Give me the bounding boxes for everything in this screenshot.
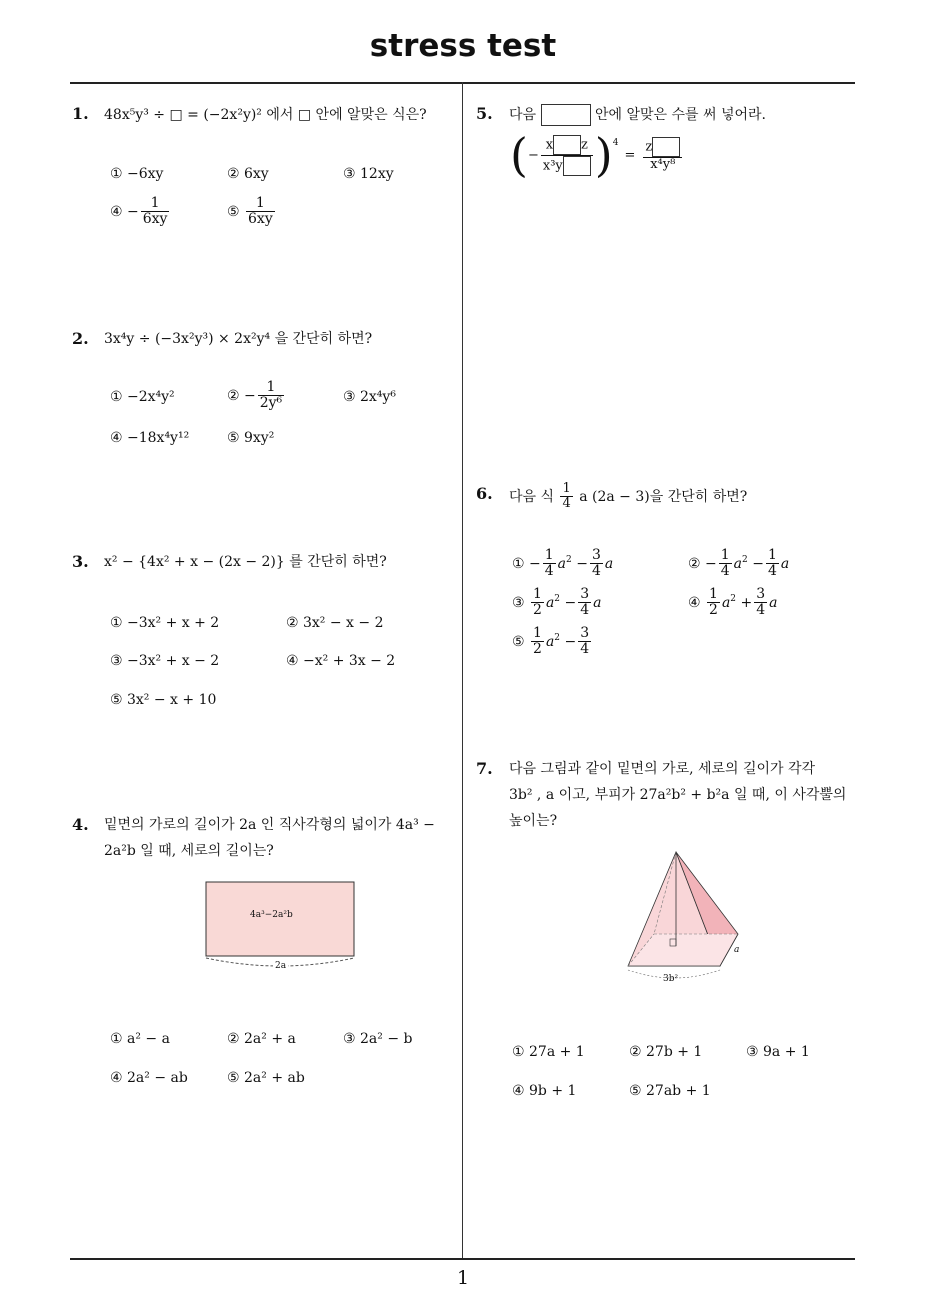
option-5[interactable]: ⑤ $\frac{1}{6xy}$ [227, 195, 273, 228]
option-4[interactable]: ④ 2a² − ab [110, 1070, 188, 1086]
pyramid-base-label: 3b² [663, 974, 679, 984]
option-2[interactable]: ② 3x² − x − 2 [286, 615, 384, 631]
option-5[interactable]: ⑤ 3x² − x + 10 [110, 692, 217, 708]
option-4[interactable]: ④ 9b + 1 [512, 1083, 577, 1099]
question-text-line3: 높이는? [509, 813, 558, 829]
question-number: 7. [476, 759, 493, 778]
answer-box[interactable] [553, 135, 581, 155]
option-3[interactable]: ③ 2a² − b [343, 1031, 413, 1047]
page-title: stress test [369, 28, 557, 64]
pyramid-figure [620, 846, 750, 991]
option-4[interactable]: ④ −x² + 3x − 2 [286, 653, 396, 669]
option-5[interactable]: ⑤ $\frac{1}{2}$ $a^2$ − $\frac{3}{4}$ [512, 625, 590, 658]
option-2[interactable]: ② 27b + 1 [629, 1044, 703, 1060]
option-2[interactable]: ② 2a² + a [227, 1031, 296, 1047]
option-2[interactable]: ② − $\frac{1}{\text{2y⁶}}$ [227, 379, 283, 412]
option-1[interactable]: ① − $\frac{1}{4}$ $a^2$ − $\frac{3}{4}$ a [512, 547, 614, 580]
option-1[interactable]: ① −3x² + x + 2 [110, 615, 220, 631]
answer-box[interactable] [563, 156, 591, 176]
option-3[interactable]: ③ $\frac{1}{2}$ $a^2$ − $\frac{3}{4}$ a [512, 586, 602, 619]
option-5[interactable]: ⑤ 27ab + 1 [629, 1083, 711, 1099]
question-text: 다음 식 $\frac{1}{4}$ a (2a − 3)을 간단히 하면? [509, 481, 748, 512]
question-text-line1: 밑면의 가로의 길이가 2a 인 직사각형의 넓이가 4a³ − [104, 817, 435, 833]
option-3[interactable]: ③ 2x⁴y⁶ [343, 389, 396, 405]
page-number: 1 [456, 1267, 470, 1289]
option-2[interactable]: ② 6xy [227, 166, 269, 182]
question-text: 48x⁵y³ ÷ □ = (−2x²y)² 에서 □ 안에 알맞은 식은? [104, 107, 427, 123]
question-text: x² − {4x² + x − (2x − 2)} 를 간단히 하면? [104, 554, 387, 570]
bottom-rule [70, 1258, 855, 1260]
option-5[interactable]: ⑤ 9xy² [227, 430, 275, 446]
question-number: 3. [72, 552, 89, 571]
option-2[interactable]: ② − $\frac{1}{4}$ $a^2$ − $\frac{1}{4}$ a [688, 547, 790, 580]
option-1[interactable]: ① −2x⁴y² [110, 389, 175, 405]
option-3[interactable]: ③ −3x² + x − 2 [110, 653, 220, 669]
question-text: 3x⁴y ÷ (−3x²y³) × 2x²y⁴ 을 간단히 하면? [104, 331, 373, 347]
option-4[interactable]: ④ − $\frac{1}{6xy}$ [110, 195, 168, 228]
question-number: 6. [476, 484, 493, 503]
option-3[interactable]: ③ 12xy [343, 166, 394, 182]
column-divider [462, 82, 463, 1259]
rectangle-area-label: 4a³−2a²b [250, 910, 293, 920]
option-4[interactable]: ④ −18x⁴y¹² [110, 430, 190, 446]
question-text-line1: 다음 그림과 같이 밑면의 가로, 세로의 길이가 각각 [509, 761, 816, 777]
option-5[interactable]: ⑤ 2a² + ab [227, 1070, 305, 1086]
option-4[interactable]: ④ $\frac{1}{2}$ $a^2$ + $\frac{3}{4}$ a [688, 586, 778, 619]
question-text-line2: 3b² , a 이고, 부피가 27a²b² + b²a 일 때, 이 사각뿔의 [509, 787, 847, 803]
question-number: 2. [72, 329, 89, 348]
rectangle-width-label: 2a [275, 961, 287, 971]
question-number: 1. [72, 104, 89, 123]
pyramid-side-label: a [734, 945, 740, 955]
question-text: 다음 안에 알맞은 수를 써 넣어라. [509, 102, 766, 128]
question-number: 5. [476, 104, 493, 123]
equation: ( − $\frac{\text{x z}}{\text{x³y}}$ ) 4 = $\frac{z}{\text{x⁴y⁸}}$ [510, 132, 684, 178]
option-3[interactable]: ③ 9a + 1 [746, 1044, 810, 1060]
question-number: 4. [72, 815, 89, 834]
question-text-line2: 2a²b 일 때, 세로의 길이는? [104, 843, 274, 859]
answer-box[interactable] [541, 104, 591, 126]
option-1[interactable]: ① a² − a [110, 1031, 170, 1047]
answer-box[interactable] [652, 137, 680, 157]
option-1[interactable]: ① −6xy [110, 166, 164, 182]
option-1[interactable]: ① 27a + 1 [512, 1044, 585, 1060]
